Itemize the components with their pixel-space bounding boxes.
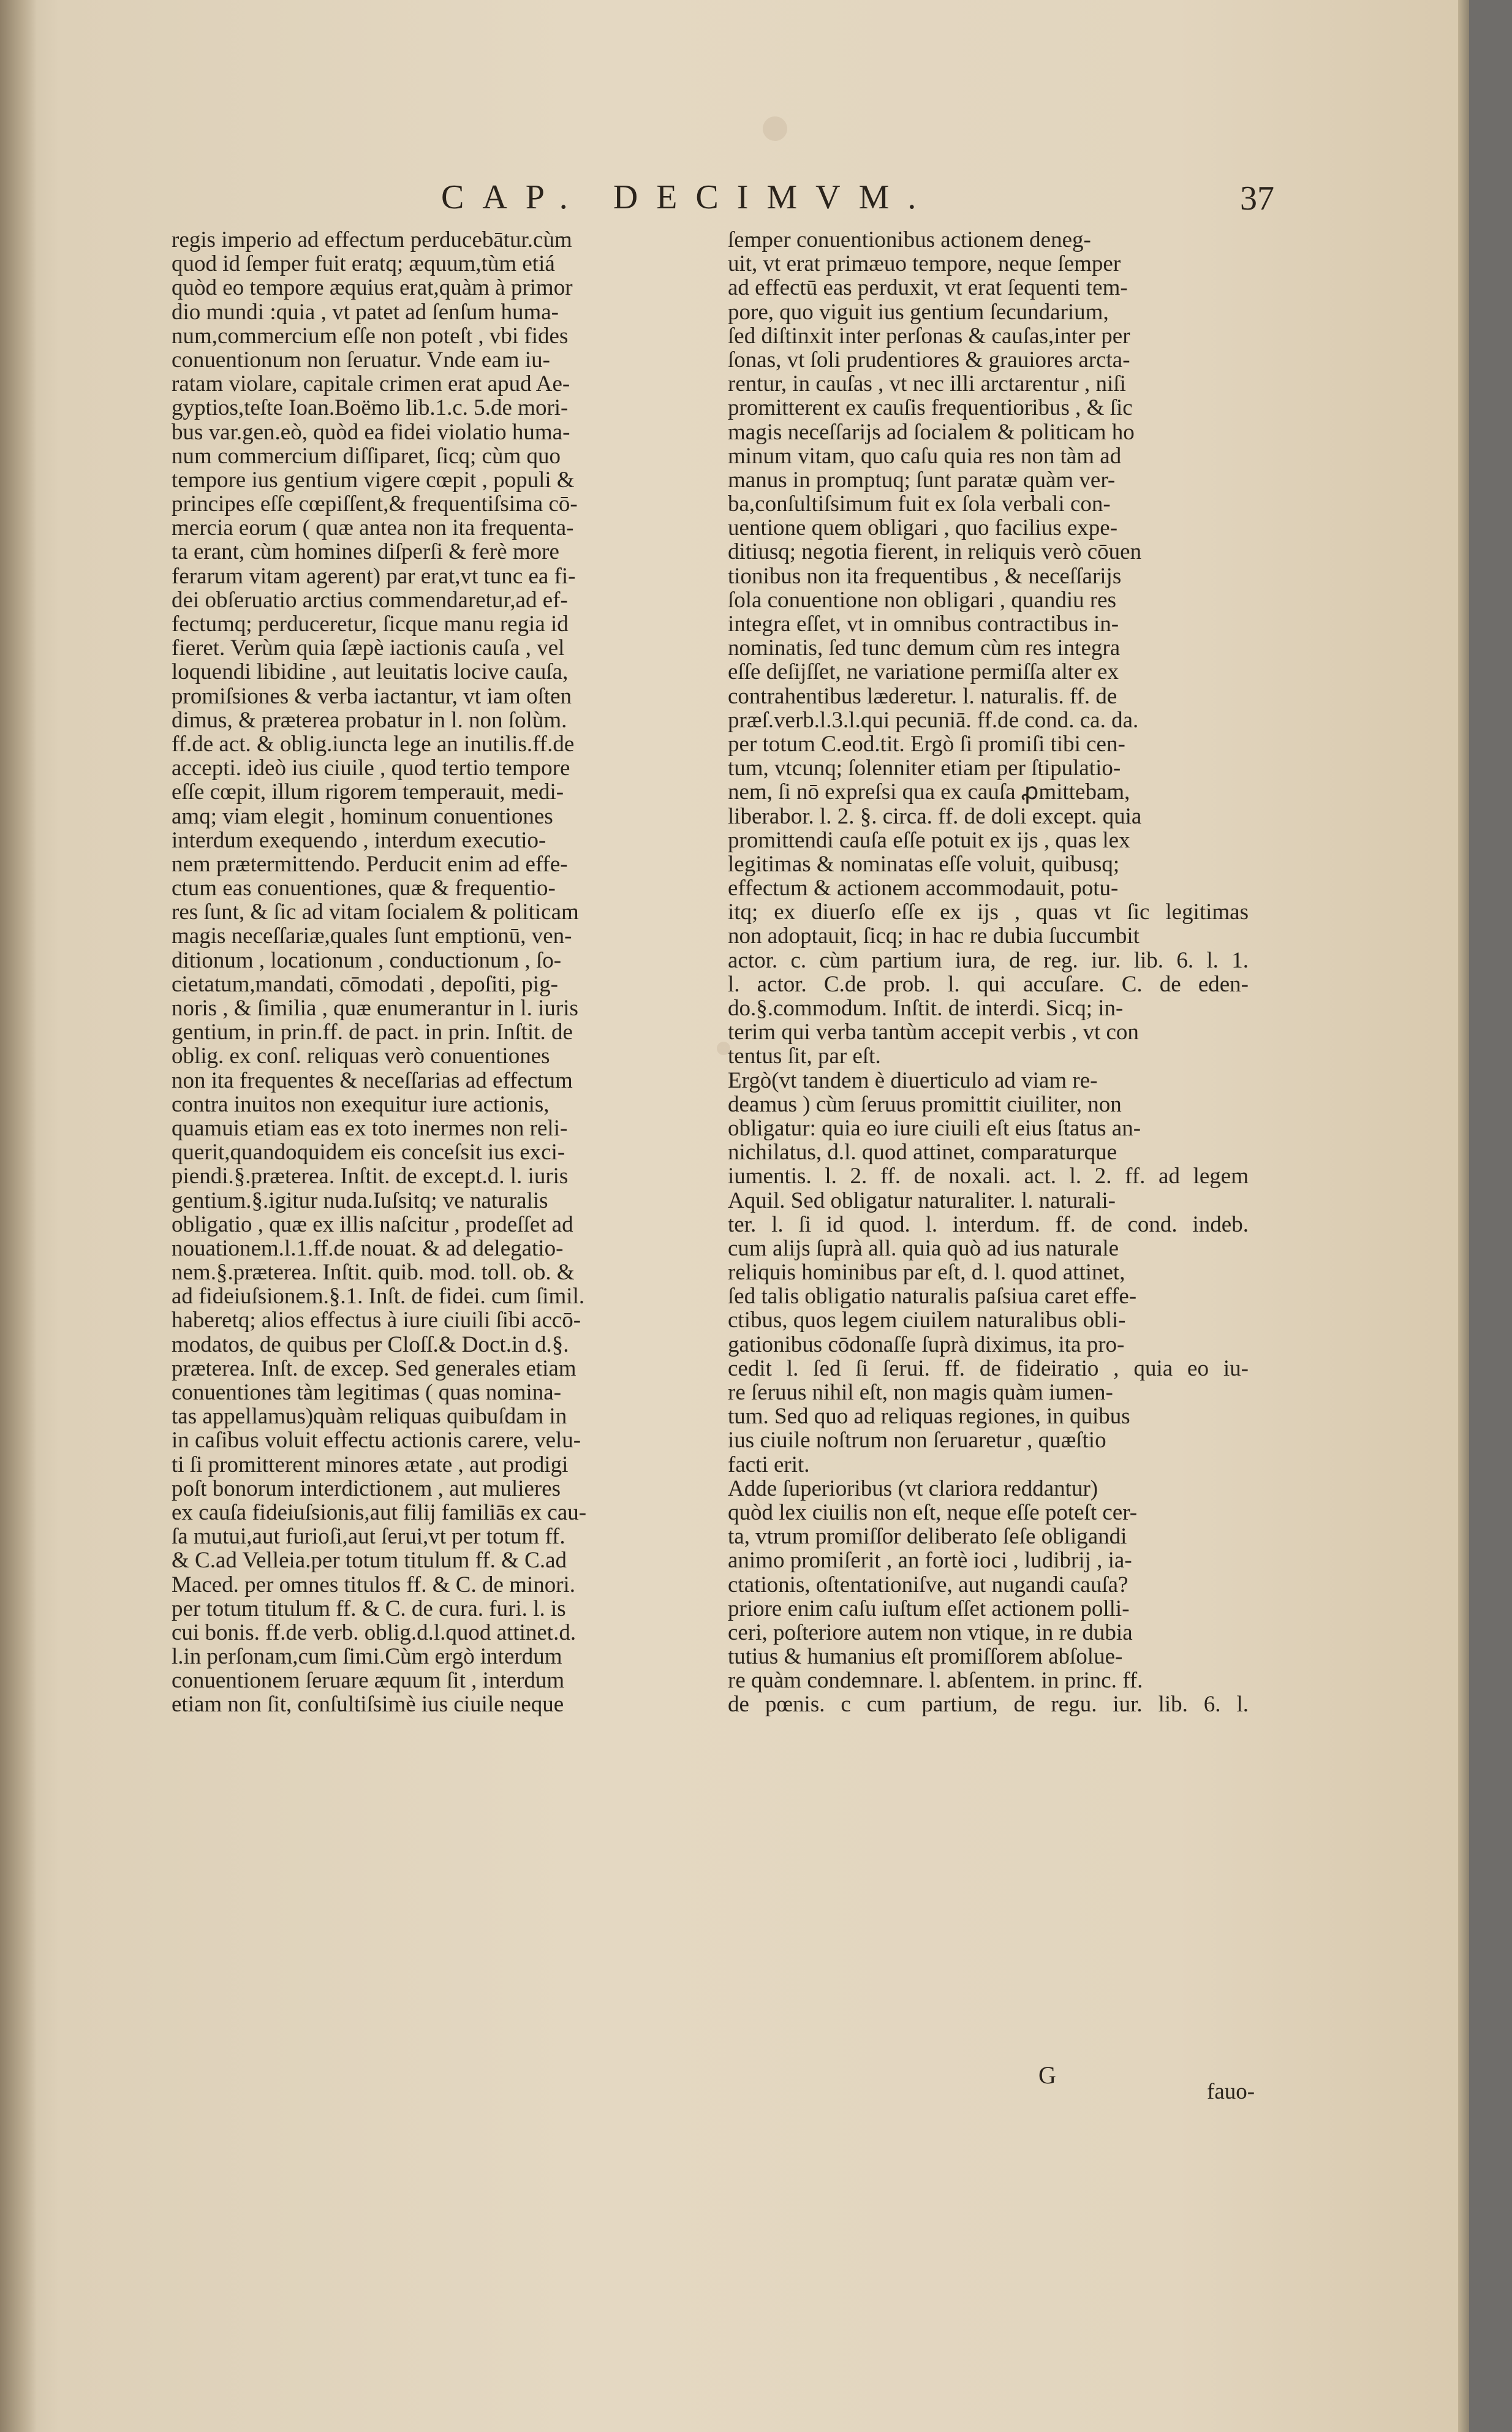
text-line: ctum eas conuentiones, quæ & frequentio-: [172, 876, 556, 901]
text-line: accepti. ideò ius ciuile , quod tertio tempore: [172, 756, 570, 781]
text-line: ditiusq; negotia fierent, in reliquis verò cōuen: [728, 540, 1142, 564]
text-line: nem.§.præterea. Inſtit. quib. mod. toll. ob. &: [172, 1260, 575, 1285]
text-line: ſola conuentione non obligari , quandiu res: [728, 588, 1116, 612]
signature-mark: G: [1038, 2061, 1056, 2089]
running-title: CAP. DECIMVM.: [441, 178, 935, 216]
text-line: iumentis. l. 2. ff. de noxali. act. l. 2. ff. ad legem: [728, 1164, 1249, 1189]
text-line: dio mundi :quia , vt patet ad ſenſum huma-: [172, 300, 559, 324]
text-line: minum vitam, quo caſu quia res non tàm ad: [728, 444, 1122, 468]
text-line: ſed talis obligatio naturalis paſsiua caret effe-: [728, 1284, 1137, 1309]
text-line: ad fideiuſsionem.§.1. Inſt. de fidei. cum ſimil.: [172, 1284, 585, 1309]
text-line: l. actor. C.de prob. l. qui accuſare. C. de eden-: [728, 972, 1249, 996]
text-line: nem prætermittendo. Perducit enim ad effe-: [172, 852, 568, 877]
text-line: nichilatus, d.l. quod attinet, comparaturque: [728, 1140, 1117, 1165]
text-line: quod id ſemper fuit eratq; æquum,tùm etiá: [172, 252, 555, 276]
text-line: conuentionem ſeruare æquum ſit , interdum: [172, 1669, 565, 1693]
text-line: conuentionum non ſeruatur. Vnde eam iu-: [172, 347, 550, 373]
left-text-column: [172, 228, 692, 1717]
text-line: itq; ex diuerſo eſſe ex ijs , quas vt ſic legitimas: [728, 900, 1249, 925]
paper-stain: [763, 116, 787, 141]
text-line: ratam violare, capitale crimen erat apud Ae-: [172, 372, 570, 396]
text-line: contrahentibus læderetur. l. naturalis. ff. de: [728, 684, 1117, 708]
text-line: præterea. Inſt. de excep. Sed generales etiam: [172, 1356, 576, 1381]
text-line: quòd eo tempore æquius erat,quàm à primor: [172, 276, 573, 300]
text-line: priore enim caſu iuſtum eſſet actionem polli-: [728, 1596, 1130, 1621]
text-line: Maced. per omnes titulos ff. & C. de minori.: [172, 1572, 576, 1597]
text-line: ceri, poſteriore autem non vtique, in re dubia: [728, 1620, 1133, 1645]
text-line: actor. c. cùm partium iura, de reg. iur. lib. 6. l. 1.: [728, 948, 1249, 972]
text-line: promiſsiones & verba iactantur, vt iam oſten: [172, 684, 572, 708]
text-line: ta, vtrum promiſſor deliberato ſeſe obligandi: [728, 1525, 1127, 1549]
text-line: uentione quem obligari , quo facilius expe-: [728, 516, 1118, 540]
text-line: etiam non ſit, conſultiſsimè ius ciuile neque: [172, 1692, 564, 1717]
text-line: haberetq; alios effectus à iure ciuili ſibi accō-: [172, 1308, 581, 1333]
text-line: gentium, in prin.ff. de pact. in prin. Inſtit. de: [172, 1020, 573, 1045]
text-line: cum alijs ſuprà all. quia quò ad ius naturale: [728, 1236, 1119, 1261]
text-line: nem, ſi nō expreſsi qua ex cauſa ꝓmittebam,: [728, 780, 1130, 805]
text-line: terim qui verba tantùm accepit verbis , vt con: [728, 1020, 1139, 1045]
text-line: ſemper conuentionibus actionem deneg-: [728, 228, 1091, 252]
text-line: Aquil. Sed obligatur naturaliter. l. naturali-: [728, 1188, 1116, 1213]
text-line: amq; viam elegit , hominum conuentiones: [172, 804, 553, 828]
text-line: obligatur: quia eo iure ciuili eſt eius ſtatus an-: [728, 1116, 1141, 1141]
text-line: in caſibus voluit effectu actionis carere, velu-: [172, 1428, 581, 1453]
text-line: re ſeruus nihil eſt, non magis quàm iumen-: [728, 1381, 1113, 1405]
running-header: [441, 178, 1274, 227]
text-line: promitterent ex cauſis frequentioribus , & ſic: [728, 396, 1133, 420]
text-line: ferarum vitam agerent) par erat,vt tunc ea fi-: [172, 564, 576, 588]
text-line: conuentiones tàm legitimas ( quas nomina-: [172, 1381, 562, 1405]
text-line: tempore ius gentium vigere cœpit , populi &: [172, 468, 575, 493]
text-line: de pœnis. c cum partium, de regu. iur. lib. 6. l.: [728, 1692, 1249, 1717]
text-line: mercia eorum ( quæ antea non ita frequenta-: [172, 516, 574, 540]
text-line: ad effectū eas perduxit, vt erat ſequenti tem-: [728, 276, 1128, 300]
text-line: promittendi cauſa eſſe potuit ex ijs , quas lex: [728, 828, 1130, 852]
text-line: gationibus cōdonaſſe ſuprà diximus, ita pro-: [728, 1332, 1125, 1357]
text-line: obligatio , quæ ex illis naſcitur , prodeſſet ad: [172, 1212, 573, 1237]
text-line: magis neceſſarijs ad ſocialem & politicam ho: [728, 420, 1135, 444]
text-line: quòd lex ciuilis non eſt, neque eſſe poteſt cer-: [728, 1500, 1138, 1525]
text-line: rentur, in cauſas , vt nec illi arctarentur , niſi: [728, 372, 1126, 396]
text-line: gyptios,teſte Ioan.Boëmo lib.1.c. 5.de mori-: [172, 396, 569, 420]
text-line: non adoptauit, ſicq; in hac re dubia ſuccumbit: [728, 924, 1140, 949]
text-line: res ſunt, & ſic ad vitam ſocialem & politicam: [172, 900, 579, 925]
text-line: noris , & ſimilia , quæ enumerantur in l. iuris: [172, 996, 578, 1021]
text-line: pore, quo viguit ius gentium ſecundarium,: [728, 300, 1109, 324]
text-line: nouationem.l.1.ff.de nouat. & ad delegatio-: [172, 1236, 564, 1261]
text-line: tum, vtcunq; ſolenniter etiam per ſtipulatio-: [728, 756, 1121, 781]
text-line: ter. l. ſi id quod. l. interdum. ff. de cond. indeb.: [728, 1212, 1249, 1237]
text-line: do.§.commodum. Inſtit. de interdi. Sicq; in-: [728, 996, 1124, 1021]
text-line: magis neceſſariæ,quales ſunt emptionū, ven-: [172, 924, 572, 949]
text-line: modatos, de quibus per Cloſſ.& Doct.in d.§.: [172, 1332, 569, 1357]
text-line: manus in promptuq; ſunt paratæ quàm ver-: [728, 468, 1116, 493]
text-line: dimus, & præterea probatur in l. non ſolùm.: [172, 708, 567, 732]
text-line: facti erit.: [728, 1452, 810, 1477]
text-line: integra eſſet, vt in omnibus contractibus in-: [728, 612, 1119, 637]
text-line: ditionum , locationum , conductionum , ſo-: [172, 948, 562, 972]
text-line: num,commercium eſſe non poteſt , vbi fides: [172, 324, 569, 348]
text-line: nominatis, ſed tunc demum cùm res integra: [728, 636, 1121, 661]
text-line: tas appellamus)quàm reliquas quibuſdam in: [172, 1404, 567, 1429]
text-line: contra inuitos non exequitur iure actionis,: [172, 1092, 550, 1116]
text-line: tentus ſit, par eſt.: [728, 1044, 881, 1069]
text-line: ex cauſa fideiuſsionis,aut filij familiās ex cau-: [172, 1500, 587, 1525]
text-line: fieret. Verùm quia ſæpè iactionis cauſa , vel: [172, 636, 565, 661]
text-line: quamuis etiam eas ex toto inermes non reli-: [172, 1116, 568, 1141]
page-number: 37: [1240, 180, 1274, 218]
text-line: deamus ) cùm ſeruus promittit ciuiliter, non: [728, 1092, 1122, 1116]
text-line: reliquis hominibus par eſt, d. l. quod attinet,: [728, 1260, 1125, 1285]
text-line: ctationis, oſtentationiſve, aut nugandi cauſa?: [728, 1572, 1128, 1597]
text-line: ctibus, quos legem ciuilem naturalibus obli-: [728, 1308, 1126, 1333]
text-line: Ergò(vt tandem è diuerticulo ad viam re-: [728, 1068, 1098, 1093]
text-line: oblig. ex conſ. reliquas verò conuentiones: [172, 1044, 550, 1069]
text-line: tutius & humanius eſt promiſſorem abſolue-: [728, 1645, 1123, 1669]
text-line: eſſe deſijſſet, ne variatione permiſſa alter ex: [728, 660, 1119, 684]
text-line: gentium.§.igitur nuda.Iuſsitq; ve naturalis: [172, 1188, 548, 1213]
text-line: num commercium diſſiparet, ſicq; cùm quo: [172, 444, 561, 468]
text-line: non ita frequentes & neceſſarias ad effectum: [172, 1068, 573, 1093]
text-line: cedit l. ſed ſi ſerui. ff. de fideiratio , quia eo iu-: [728, 1356, 1249, 1381]
text-line: querit,quandoquidem eis conceſsit ius exci-: [172, 1140, 565, 1165]
text-line: piendi.§.præterea. Inſtit. de except.d. l. iuris: [172, 1164, 569, 1189]
text-line: regis imperio ad effectum perducebātur.cùm: [172, 228, 572, 252]
text-line: tum. Sed quo ad reliquas regiones, in quibus: [728, 1404, 1130, 1429]
text-line: & C.ad Velleia.per totum titulum ff. & C.ad: [172, 1548, 567, 1573]
text-line: per totum C.eod.tit. Ergò ſi promiſi tibi cen-: [728, 732, 1125, 757]
text-line: ſa mutui,aut furioſi,aut ſerui,vt per totum ff.: [172, 1525, 565, 1549]
text-line: loquendi libidine , aut leuitatis locive cauſa,: [172, 660, 569, 684]
text-line: ta erant, cùm homines diſperſi & ferè more: [172, 540, 559, 564]
right-text-column: [728, 228, 1249, 1717]
text-line: cietatum,mandati, cōmodati , depoſiti, pig-: [172, 972, 558, 996]
text-line: interdum exequendo , interdum executio-: [172, 828, 546, 852]
text-line: principes eſſe cœpiſſent,& frequentiſsima cō-: [172, 492, 578, 517]
text-line: effectum & actionem accommodauit, potu-: [728, 876, 1119, 901]
text-line: fectumq; perduceretur, ſicque manu regia id: [172, 612, 569, 637]
text-line: ſed diſtinxit inter perſonas & cauſas,inter per: [728, 324, 1130, 348]
text-line: uit, vt erat primæuo tempore, neque ſemper: [728, 252, 1121, 276]
text-line: cui bonis. ff.de verb. oblig.d.l.quod attinet.d.: [172, 1620, 576, 1645]
text-line: poſt bonorum interdictionem , aut mulieres: [172, 1476, 561, 1501]
text-line: ti ſi promitterent minores ætate , aut prodigi: [172, 1452, 569, 1477]
text-line: præſ.verb.l.3.l.qui pecuniā. ff.de cond. ca. da.: [728, 708, 1139, 732]
text-line: animo promiſerit , an fortè ioci , ludibrij , ia-: [728, 1548, 1132, 1573]
text-line: ius ciuile noſtrum non ſeruaretur , quæſtio: [728, 1428, 1106, 1453]
gutter-shadow: [0, 0, 37, 2432]
text-line: eſſe cœpit, illum rigorem temperauit, medi-: [172, 780, 564, 805]
text-line: bus var.gen.eò, quòd ea fidei violatio huma-: [172, 420, 570, 444]
text-line: legitimas & nominatas eſſe voluit, quibusq;: [728, 852, 1120, 877]
text-line: re quàm condemnare. l. abſentem. in princ. ff.: [728, 1669, 1143, 1693]
text-line: per totum titulum ff. & C. de cura. furi. l. is: [172, 1596, 566, 1621]
text-line: ff.de act. & oblig.iuncta lege an inutilis.ff.de: [172, 732, 575, 757]
text-line: l.in perſonam,cum ſimi.Cùm ergò interdum: [172, 1645, 562, 1669]
page-edge: [1458, 0, 1469, 2432]
text-line: ſonas, vt ſoli prudentiores & grauiores arcta-: [728, 347, 1130, 373]
text-line: liberabor. l. 2. §. circa. ff. de doli except. quia: [728, 804, 1142, 828]
text-line: dei obſeruatio arctius commendaretur,ad ef-: [172, 588, 568, 612]
text-line: Adde ſuperioribus (vt clariora reddantur): [728, 1476, 1098, 1501]
text-line: tionibus non ita frequentibus , & neceſſarijs: [728, 564, 1122, 588]
catchword: fauo-: [1207, 2079, 1255, 2104]
text-line: ba,conſultiſsimum fuit ex ſola verbali con-: [728, 492, 1111, 517]
